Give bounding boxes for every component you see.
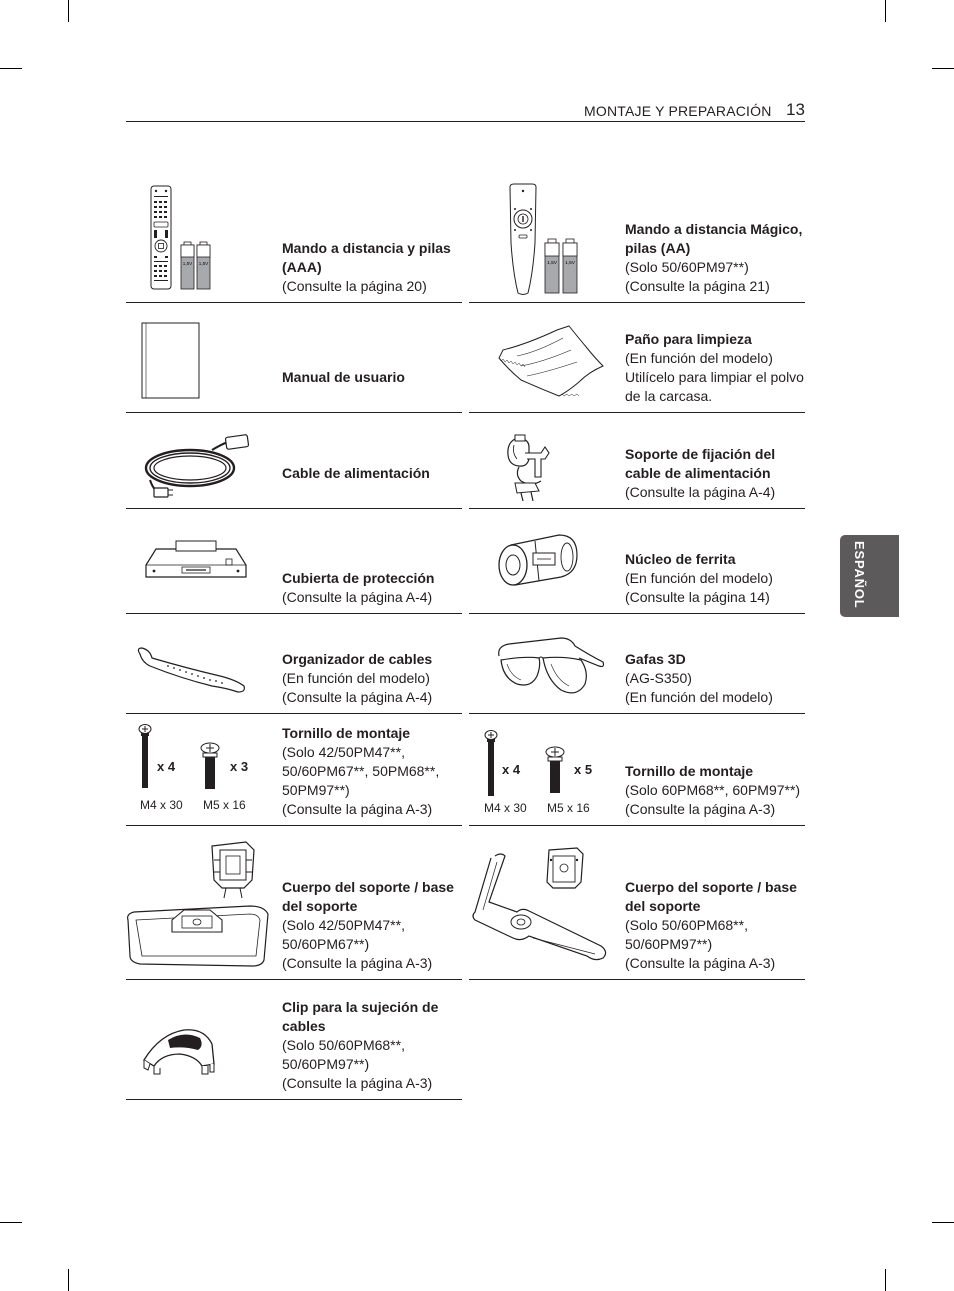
item-note: (Consulte la página A-3)	[282, 1075, 433, 1091]
item-note: (Consulte la página A-3)	[625, 801, 776, 817]
item-title: Paño para limpieza	[625, 331, 752, 347]
stand-base-icon	[469, 846, 613, 964]
3d-glasses-icon	[495, 636, 607, 704]
item-mounting-screws-a	[126, 714, 462, 826]
section-title: MONTAJE Y PREPARACIÓN	[584, 103, 772, 119]
long-screw-size: M4 x 30	[484, 801, 527, 815]
item-power-cable	[126, 413, 462, 509]
item-ferrite-core	[469, 509, 805, 614]
svg-text:1,5V: 1,5V	[547, 261, 557, 266]
cable-holder-icon	[505, 433, 553, 503]
item-title: Mando a distancia Mágico, pilas (AA)	[625, 221, 803, 256]
item-title: Tornillo de montaje	[625, 763, 754, 779]
item-title: Organizador de cables	[282, 651, 433, 667]
short-screw-icon	[545, 746, 565, 794]
long-screw-icon	[484, 730, 498, 796]
crop-mark	[68, 1269, 69, 1291]
svg-text:1,5V: 1,5V	[565, 261, 575, 266]
short-screw-icon	[200, 742, 220, 790]
crop-mark	[932, 1222, 954, 1223]
item-note: (Consulte la página 21)	[625, 278, 770, 294]
magic-remote-icon	[505, 183, 585, 295]
header-rule	[126, 121, 805, 122]
cable-clip-icon	[140, 1026, 218, 1078]
long-screw-qty: x 4	[502, 762, 521, 777]
item-remote	[126, 180, 462, 303]
item-note: (Solo 50/60PM97**)	[625, 259, 749, 275]
item-note: (Solo 42/50PM47**, 50/60PM67**)	[282, 917, 405, 952]
short-screw-qty: x 3	[230, 759, 249, 774]
item-note: (Solo 42/50PM47**, 50/60PM67**, 50PM68**, 50PM97**)	[282, 744, 440, 798]
page-number: 13	[786, 100, 805, 119]
item-title: Tornillo de montaje	[282, 725, 411, 741]
item-title: Clip para la sujeción de cables	[282, 999, 439, 1034]
protection-cover-icon	[142, 537, 250, 583]
crop-mark	[68, 0, 69, 22]
item-note: (Solo 60PM68**, 60PM97**)	[625, 782, 801, 798]
battery-icon	[563, 239, 577, 293]
item-note: (AG-S350)	[625, 670, 692, 686]
item-note: (Consulte la página A-3)	[625, 955, 776, 971]
short-screw-size: M5 x 16	[547, 801, 590, 815]
remote-control-icon	[148, 185, 238, 291]
item-stand-b	[469, 826, 805, 980]
item-title: Núcleo de ferrita	[625, 551, 736, 567]
item-title: Cable de alimentación	[282, 465, 430, 481]
item-title: Cubierta de protección	[282, 570, 435, 586]
item-note: (En función del modelo)	[282, 670, 430, 686]
crop-mark	[0, 1222, 22, 1223]
item-title: Manual de usuario	[282, 369, 405, 385]
item-note: (Consulte la página A-4)	[282, 689, 433, 705]
crop-mark	[885, 0, 886, 22]
item-cable-organizer	[126, 614, 462, 714]
long-screw-icon	[138, 724, 152, 788]
item-note: (En función del modelo)	[625, 570, 773, 586]
svg-text:1,5V: 1,5V	[182, 261, 193, 266]
item-title: Cuerpo del soporte / base del soporte	[282, 879, 454, 914]
cleaning-cloth-icon	[497, 322, 607, 398]
item-cable-clip	[126, 980, 462, 1100]
item-magic-remote	[469, 180, 805, 303]
item-note: (Consulte la página 20)	[282, 278, 427, 294]
long-screw-qty: x 4	[157, 759, 176, 774]
item-note: (En función del modelo)	[625, 350, 773, 366]
language-tab	[840, 535, 899, 617]
item-manual	[126, 303, 462, 413]
item-note: (Consulte la página A-3)	[282, 955, 433, 971]
item-title: Gafas 3D	[625, 651, 686, 667]
cable-organizer-icon	[136, 646, 248, 694]
item-mounting-screws-b	[469, 714, 805, 826]
battery-icon	[197, 242, 210, 289]
crop-mark	[0, 68, 22, 69]
crop-mark	[932, 68, 954, 69]
item-note: (Consulte la página A-4)	[625, 484, 776, 500]
ferrite-core-icon	[497, 531, 581, 591]
item-3d-glasses	[469, 614, 805, 714]
short-screw-qty: x 5	[574, 762, 593, 777]
item-note: Utilícelo para limpiar el polvo de la carcasa.	[625, 369, 804, 404]
item-cable-holder	[469, 413, 805, 509]
language-tab-label: ESPAÑOL	[852, 541, 867, 609]
battery-icon	[545, 239, 559, 293]
stand-base-icon	[126, 836, 270, 968]
long-screw-size: M4 x 30	[140, 798, 183, 812]
manual-book-icon	[141, 322, 203, 400]
item-cloth	[469, 303, 805, 413]
item-note: (Consulte la página A-4)	[282, 589, 433, 605]
item-stand-a	[126, 826, 462, 980]
crop-mark	[885, 1269, 886, 1291]
item-note: (Consulte la página A-3)	[282, 801, 433, 817]
item-protection-cover	[126, 509, 462, 614]
item-note: (En función del modelo)	[625, 689, 773, 705]
item-note: (Solo 50/60PM68**, 50/60PM97**)	[625, 917, 748, 952]
item-title: Mando a distancia y pilas (AAA)	[282, 240, 451, 275]
svg-text:1,5V: 1,5V	[198, 261, 209, 266]
short-screw-size: M5 x 16	[203, 798, 246, 812]
item-title: Cuerpo del soporte / base del soporte	[625, 879, 797, 914]
battery-icon	[181, 242, 194, 289]
item-title: Soporte de fijación del cable de alimentación	[625, 446, 776, 481]
power-cable-icon	[142, 436, 254, 500]
item-note: (Solo 50/60PM68**, 50/60PM97**)	[282, 1037, 405, 1072]
item-note: (Consulte la página 14)	[625, 589, 770, 605]
